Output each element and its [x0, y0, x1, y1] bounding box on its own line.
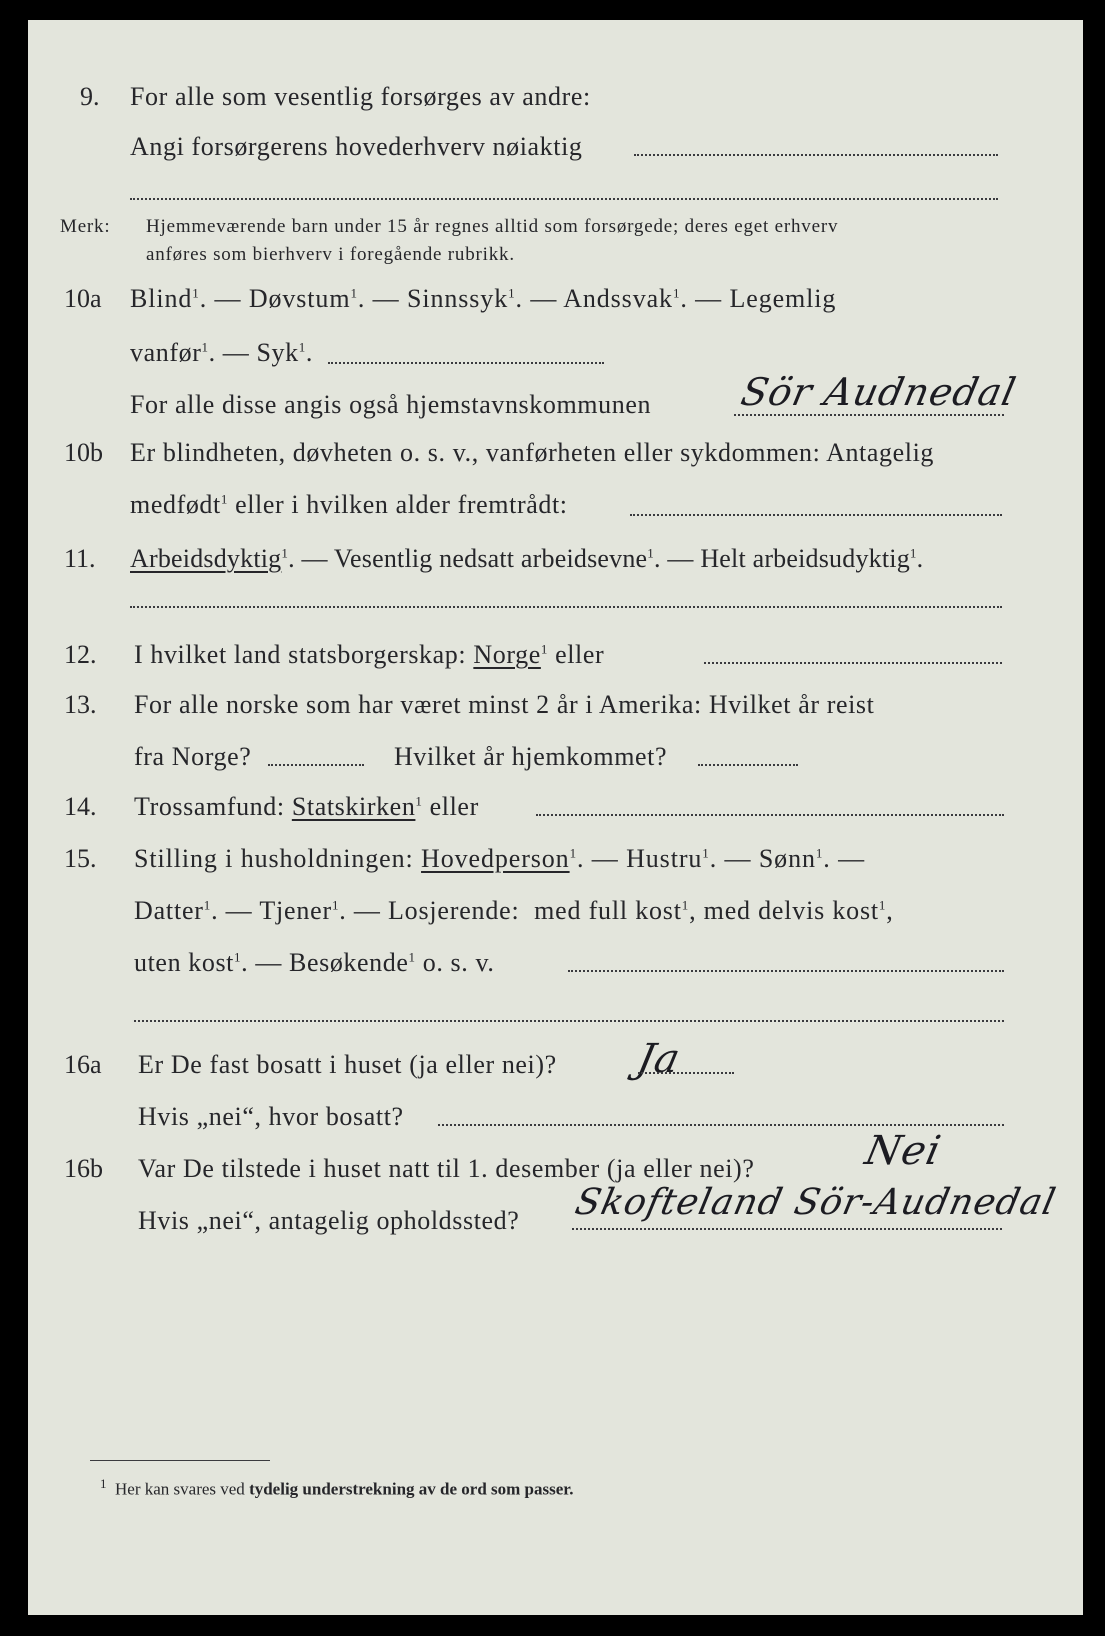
q9-answer-line[interactable]	[634, 154, 998, 156]
item-number-13: 13.	[64, 690, 97, 719]
item-number-10b: 10b	[64, 438, 103, 467]
q10a-answer-line[interactable]	[328, 362, 604, 364]
q12-line1: I hvilket land statsborgerskap: Norge$^1$ eller	[134, 640, 605, 669]
item-number-12: 12.	[64, 640, 97, 669]
q11-line1: Arbeidsdyktig$^1$. — Vesentlig nedsatt arbeidsevne$^1$. — Helt arbeidsudyktig$^1$.	[130, 544, 924, 573]
q13-line2a: fra Norge?	[134, 742, 252, 771]
item-number-16b: 16b	[64, 1154, 103, 1183]
q15-line1: Stilling i husholdningen: Hovedperson$^1$. — Hustru$^1$. — Sønn$^1$. —	[134, 844, 865, 873]
q15-answer-line-2[interactable]	[134, 1020, 1004, 1022]
q10a-handwritten-answer: Sör Audnedal	[737, 370, 1021, 414]
q16a-line1: Er De fast bosatt i huset (ja eller nei)?	[138, 1050, 557, 1079]
q16b-handwritten-answer-1: Nei	[861, 1128, 946, 1174]
note-line2: anføres som bierhverv i foregående rubrikk.	[146, 244, 515, 265]
q13-answer-line-2[interactable]	[698, 764, 798, 766]
q10b-line1: Er blindheten, døvheten o. s. v., vanførheten eller sykdommen: Antagelig	[130, 438, 934, 467]
q12-answer-line[interactable]	[704, 662, 1002, 664]
q10a-line2: vanfør$^1$. — Syk$^1$.	[130, 338, 313, 367]
q16b-line1: Var De tilstede i huset natt til 1. desember (ja eller nei)?	[138, 1154, 755, 1183]
q16a-answer-line[interactable]	[638, 1072, 734, 1074]
q9-line2: Angi forsørgerens hovederhverv nøiaktig	[130, 132, 583, 161]
q15-line3: uten kost$^1$. — Besøkende$^1$ o. s. v.	[134, 948, 495, 977]
item-number-9: 9.	[80, 82, 100, 111]
q13-line1: For alle norske som har været minst 2 år i Amerika: Hvilket år reist	[134, 690, 875, 719]
q16b-answer-line[interactable]	[572, 1228, 1002, 1230]
note-line1: Hjemmeværende barn under 15 år regnes alltid som forsørgede; deres eget erhverv	[146, 216, 839, 237]
q10a-line1: Blind$^1$. — Døvstum$^1$. — Sinnssyk$^1$. — Andssvak$^1$. — Legemlig	[130, 284, 837, 313]
note-label: Merk:	[60, 216, 111, 237]
item-number-15: 15.	[64, 844, 97, 873]
q14-line1: Trossamfund: Statskirken$^1$ eller	[134, 792, 479, 821]
q10b-answer-line[interactable]	[630, 514, 1002, 516]
q11-answer-line[interactable]	[130, 606, 1002, 608]
q16a-answer-line-2[interactable]	[438, 1124, 1004, 1126]
item-number-14: 14.	[64, 792, 97, 821]
q9-answer-line-2[interactable]	[130, 198, 998, 200]
q10b-line2: medfødt$^1$ eller i hvilken alder fremtrådt:	[130, 490, 568, 519]
footnote-divider	[90, 1460, 270, 1461]
footnote: $^1$ Her kan svares ved tydelig understrekning av de ord som passer.	[100, 1476, 574, 1499]
item-number-11: 11.	[64, 544, 96, 573]
item-number-16a: 16a	[64, 1050, 102, 1079]
q10a-answer-line-2[interactable]	[734, 414, 1004, 416]
q16a-line2: Hvis „nei“, hvor bosatt?	[138, 1102, 404, 1131]
q14-answer-line[interactable]	[536, 814, 1004, 816]
q15-answer-line[interactable]	[568, 970, 1004, 972]
q16a-handwritten-answer: Ja	[633, 1036, 685, 1082]
census-form-page	[28, 20, 1083, 1615]
q13-line2b: Hvilket år hjemkommet?	[394, 742, 668, 771]
q10a-line3: For alle disse angis også hjemstavnskommunen	[130, 390, 652, 419]
q15-line2: Datter$^1$. — Tjener$^1$. — Losjerende: med full kost$^1$, med delvis kost$^1$,	[134, 896, 894, 925]
q16b-line2: Hvis „nei“, antagelig opholdssted?	[138, 1206, 520, 1235]
q13-answer-line-1[interactable]	[268, 764, 364, 766]
q16b-handwritten-answer-2: Skofteland Sör-Audnedal	[571, 1182, 1060, 1223]
q9-line1: For alle som vesentlig forsørges av andre:	[130, 82, 591, 111]
item-number-10a: 10a	[64, 284, 102, 313]
